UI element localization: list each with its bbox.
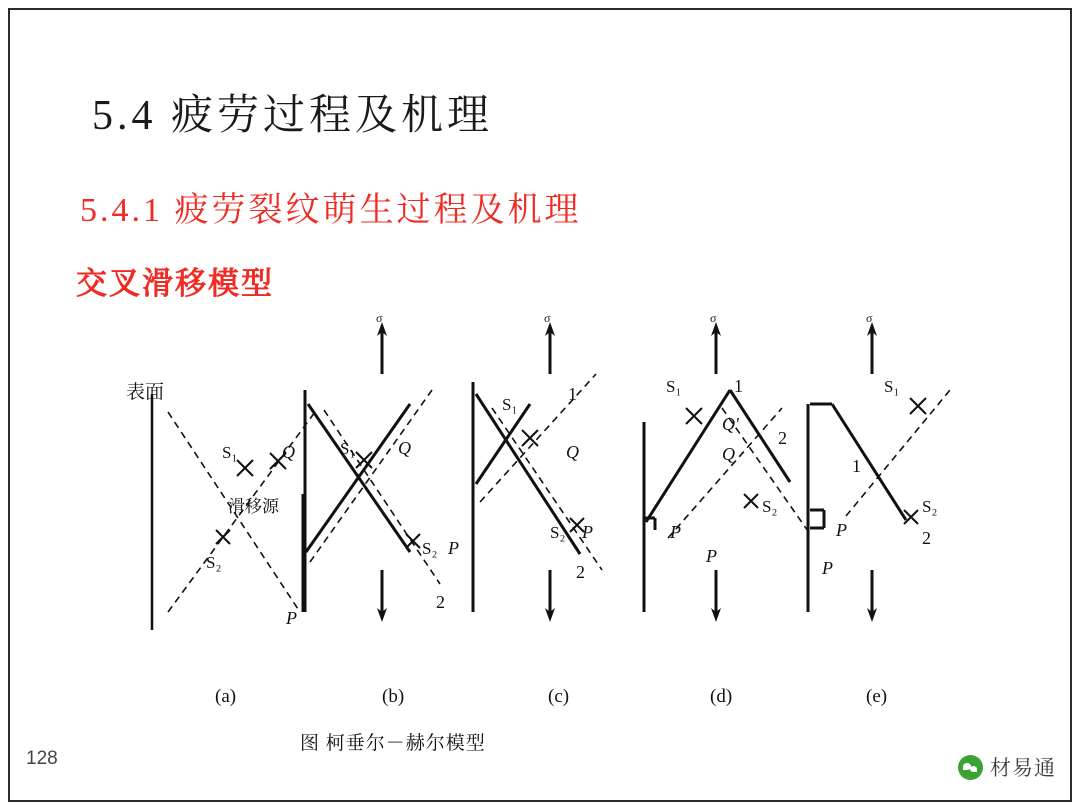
panel-e-caption: (e): [866, 686, 888, 707]
page-number: 128: [26, 748, 58, 769]
panel-b-label-q: Q: [398, 438, 411, 458]
panel-d-label-s2: S₂: [762, 497, 778, 516]
panel-c: [473, 312, 602, 707]
panel-e-label-2: 2: [922, 528, 931, 548]
section-subtitle: 5.4.1 疲劳裂纹萌生过程及机理: [80, 192, 582, 229]
panel-e-label-s2: S₂: [922, 497, 938, 516]
panel-b-caption: (b): [382, 686, 405, 707]
panel-d-label-q: Q: [722, 444, 735, 464]
figure-caption: 图 柯垂尔－赫尔模型: [300, 733, 486, 754]
panel-b-stress-label: σ: [376, 312, 383, 325]
panel-d-label-q-prime: Q': [722, 414, 739, 434]
panel-d-stress-label: σ: [710, 312, 717, 325]
panel-a-caption: (a): [215, 686, 237, 707]
panel-a-slip-source-label: 滑移源: [228, 497, 279, 516]
panel-d: [644, 312, 810, 707]
panel-d-label-p1: P: [670, 522, 681, 542]
panel-c-label-2: 2: [576, 562, 585, 582]
panel-c-label-s1: S₁: [502, 395, 518, 414]
panel-c-label-1: 1: [568, 384, 577, 404]
panel-c-caption: (c): [548, 686, 570, 707]
panel-a-label-p: P: [286, 608, 297, 628]
panel-e: [808, 312, 950, 707]
panel-d-label-s1: S₁: [666, 377, 682, 396]
panel-e-label-p2: P: [822, 558, 833, 578]
page-title: 5.4 疲劳过程及机理: [92, 93, 494, 139]
panel-d-label-2: 2: [778, 428, 787, 448]
panel-c-label-p: P: [582, 522, 593, 542]
panel-b-label-p: P: [448, 538, 459, 558]
panel-c-label-s2: S₂: [550, 523, 566, 542]
panel-a-label-s2: S₂: [206, 553, 222, 572]
panel-b: [305, 312, 459, 707]
panel-b-label-s2: S₂: [422, 539, 438, 558]
panel-e-label-s1: S₁: [884, 377, 900, 396]
panel-e-stress-label: σ: [866, 312, 873, 325]
panel-d-label-1: 1: [734, 376, 743, 396]
leaf-badge-icon: [958, 755, 983, 780]
watermark-label: 材易通: [990, 756, 1056, 780]
panel-a-surface-label: 表面: [126, 382, 165, 403]
panel-a: [126, 381, 315, 707]
cottrell-hull-diagram: [110, 312, 970, 732]
panel-c-label-q: Q: [566, 442, 579, 462]
panel-b-label-s1: S₁: [340, 439, 356, 458]
panel-d-caption: (d): [710, 686, 733, 707]
panel-a-label-s1: S₁: [222, 443, 238, 462]
section-subtitle-secondary: 交叉滑移模型: [76, 266, 274, 301]
panel-c-stress-label: σ: [544, 312, 551, 325]
panel-e-label-p1: P: [836, 520, 847, 540]
watermark: [958, 752, 1056, 782]
panel-b-label-2: 2: [436, 592, 445, 612]
panel-e-label-1: 1: [852, 456, 861, 476]
diagram-svg: [110, 312, 970, 732]
panel-a-label-q: Q: [282, 442, 295, 462]
panel-d-label-p2: P: [706, 546, 717, 566]
